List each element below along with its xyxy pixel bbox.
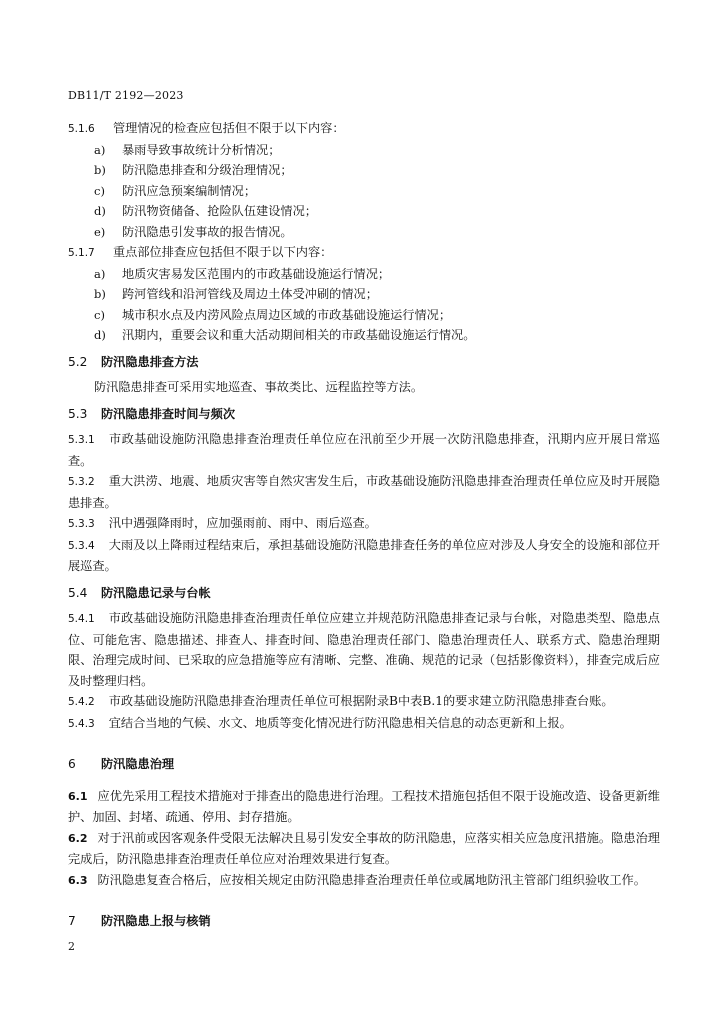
clause-5-1-6 <box>68 118 660 140</box>
clause-paragraph: 5.3.1 市政基础设施防汛隐患排查治理责任单位应在汛前至少开展一次防汛隐患排查，汛期内应开展日常巡查。 <box>68 432 660 468</box>
page-number: 2 <box>68 940 75 953</box>
clause-paragraph: 5.4.2 市政基础设施防汛隐患排查治理责任单位可根据附录B中表B.1的要求建立防汛隐患排查台账。 <box>68 694 614 708</box>
clause-number: 5.1.6 <box>68 123 95 135</box>
chapter-heading-7: 7 防汛隐患上报与核销 <box>68 914 211 928</box>
clause-paragraph: 6.3 防汛隐患复查合格后，应按相关规定由防汛隐患排查治理责任单位或属地防汛主管部门组织验收工作。 <box>68 872 646 887</box>
clause-text: 重点部位排查应包括但不限于以下内容： <box>113 245 333 259</box>
list-item: c) 城市积水点及内涝风险点周边区域的市政基础设施运行情况； <box>94 307 452 322</box>
list-item: d) 汛期内，重要会议和重大活动期间相关的市政基础设施运行情况。 <box>94 328 476 342</box>
section-heading-5-4: 5.4 防汛隐患记录与台帐 <box>68 585 211 600</box>
section-heading-5-2: 5.2 防汛隐患排查方法 <box>68 354 199 369</box>
list-item: b) 防汛隐患排查和分级治理情况； <box>94 163 293 177</box>
clause-number: 5.1.7 <box>68 247 95 259</box>
standard-code: DB11/T 2192—2023 <box>68 89 184 102</box>
list-item: b) 跨河管线和沿河管线及周边土体受冲刷的情况； <box>94 287 378 301</box>
clause-paragraph: 5.3.3 汛中遇强降雨时，应加强雨前、雨中、雨后巡查。 <box>68 516 377 530</box>
clause-paragraph: 6.1 应优先采用工程技术措施对于排查出的隐患进行治理。工程技术措施包括但不限于设施改造、设备更新维护、加固、封堵、疏通、停用、封存措施。 <box>68 788 660 824</box>
section-text: 防汛隐患排查可采用实地巡查、事故类比、远程监控等方法。 <box>94 380 424 394</box>
clause-5-1-7 <box>68 242 660 264</box>
clause-paragraph: 5.3.2 重大洪涝、地震、地质灾害等自然灾害发生后，市政基础设施防汛隐患排查治理责任单位应及时开展隐患排查。 <box>68 474 660 510</box>
list-item: d) 防汛物资储备、抢险队伍建设情况； <box>94 204 317 218</box>
document-body <box>68 118 660 937</box>
clause-text: 管理情况的检查应包括但不限于以下内容： <box>113 121 345 135</box>
clause-paragraph: 6.2 对于汛前或因客观条件受限无法解决且易引发安全事故的防汛隐患，应落实相关应急度汛措施。隐患治理完成后，防汛隐患排查治理责任单位应对治理效果进行复查。 <box>68 830 660 866</box>
list-item: c) 防汛应急预案编制情况； <box>94 183 257 198</box>
list-item: a) 地质灾害易发区范围内的市政基础设施运行情况； <box>94 266 391 281</box>
section-heading-5-3: 5.3 防汛隐患排查时间与频次 <box>68 406 236 421</box>
list-item: e) 防汛隐患引发事故的报告情况。 <box>94 224 293 239</box>
chapter-heading-6: 6 防汛隐患治理 <box>68 757 175 771</box>
clause-paragraph: 5.4.3 宜结合当地的气候、水文、地质等变化情况进行防汛隐患相关信息的动态更新和上报。 <box>68 715 572 730</box>
clause-paragraph: 5.3.4 大雨及以上降雨过程结束后，承担基础设施防汛隐患排查任务的单位应对涉及人身安全的设施和部位开展巡查。 <box>68 537 660 573</box>
list-item: a) 暴雨导致事故统计分析情况； <box>94 142 281 157</box>
clause-paragraph: 5.4.1 市政基础设施防汛隐患排查治理责任单位应建立并规范防汛隐患排查记录与台帐，对隐患类型、隐患点位、可能危害、隐患描述、排查人、排查时间、隐患治理责任部门、隐患治理责任人、联系方式、隐患治理期限、治理完成时间、已采取的应急措施等应有清晰、完整、准确、规范的记录（包括影像资料），排查完成后应及时整理归档。 <box>68 611 660 688</box>
